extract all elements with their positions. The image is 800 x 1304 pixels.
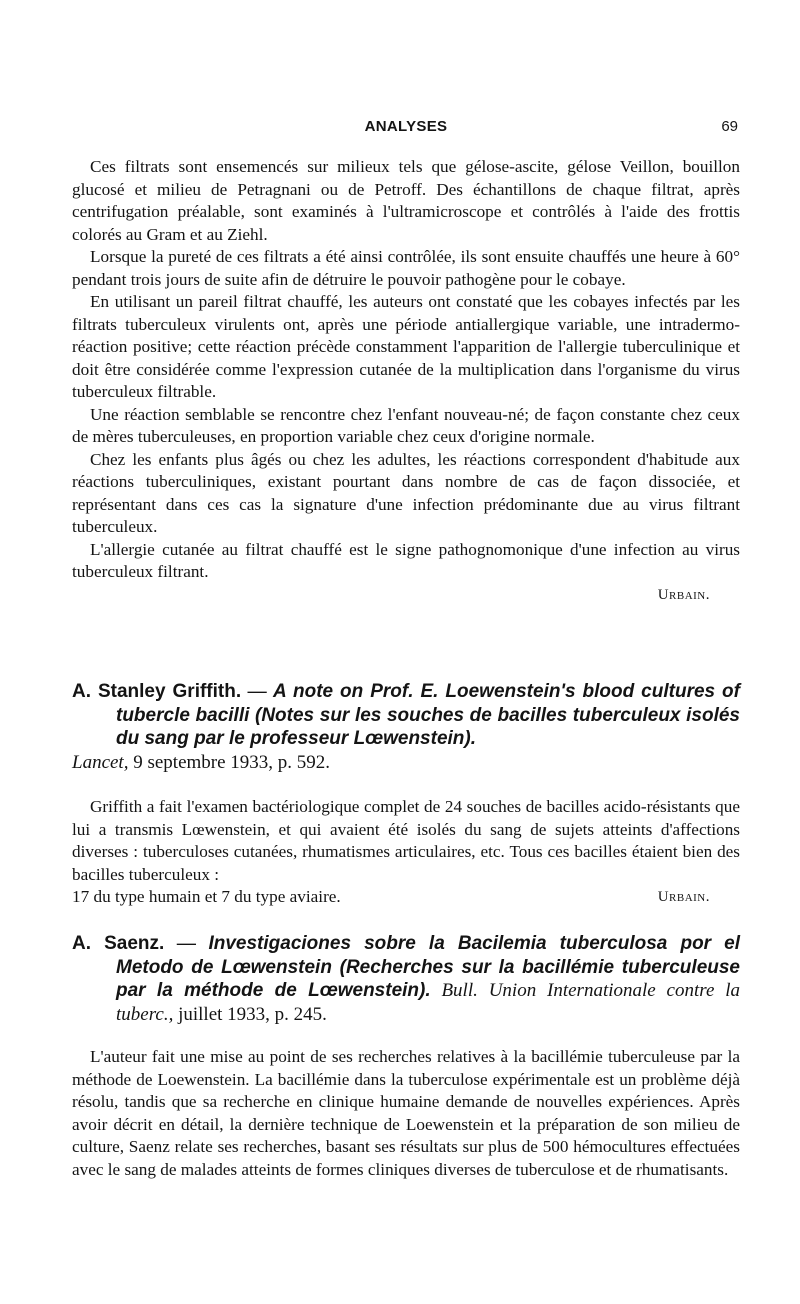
entry-journal: Bull. Union Internationale contre la tuberc.,: [116, 980, 740, 1025]
entry-journal: Lancet,: [72, 751, 129, 773]
paragraph: Chez les enfants plus âgés ou chez les adultes, les réactions correspondent d'habitude aux réactions tuberculiniques, existant pourtant dans nombre de cas de façon dissociée, et représentant dans ces cas la signature d'une infection prédominante due au virus filtrant tuberculeux.: [72, 449, 740, 536]
entry-author: A. Saenz.: [72, 933, 165, 954]
entry-body-last-line: 17 du type humain et 7 du type aviaire.: [72, 887, 341, 906]
signature-line: [72, 886, 740, 909]
entry-title: Investigaciones sobre la Bacilemia tuberculosa por el Metodo de Lœwenstein (Recherches sur la bacillémie tuberculeuse par la méthode de Lœwenstein).: [116, 933, 741, 1001]
signature: Urbain.: [657, 889, 710, 905]
entry-heading: [72, 680, 740, 774]
paragraph: Lorsque la pureté de ces filtrats a été ainsi contrôlée, ils sont ensuite chauffés une heure à 60° pendant trois jours de suite afin de détruire le pouvoir pathogène pour le cobaye.: [72, 247, 740, 289]
entry-title: A note on Prof. E. Loewenstein's blood cultures of tubercle bacilli (Notes sur les souches de bacilles tuberculeux isolés du sang par le professeur Lœwenstein).: [116, 681, 740, 749]
entry-author: A. Stanley Griffith.: [72, 681, 242, 702]
entry-body: L'auteur fait une mise au point de ses recherches relatives à la bacillémie tuberculeuse par la méthode de Loewenstein. La bacillémie dans la tuberculose expérimentale est un problème déjà résolu, tandis que sa recherche en clinique humaine demande de nouvelles expériences. Après avoir décrit en détail, la dernière technique de Loewenstein et la préparation de son milieu de culture, Saenz relate ses recherches, basant ses résultats sur plus de 500 hémocultures effectuées avec le sang de malades atteints de formes cliniques diverses de tuberculose et de rhumatisants.: [72, 1047, 740, 1179]
paragraph: Une réaction semblable se rencontre chez l'enfant nouveau-né; de façon constante chez ceux de mères tuberculeuses, en proportion variable chez ceux d'origine normale.: [72, 404, 740, 446]
entry-details: juillet 1933, p. 245.: [178, 1003, 327, 1025]
dash: —: [176, 933, 196, 954]
entry-details: 9 septembre 1933, p. 592.: [133, 751, 331, 773]
entry-heading: [72, 932, 740, 1026]
entry-reference: [72, 751, 740, 775]
paragraph: Ces filtrats sont ensemencés sur milieux tels que gélose-ascite, gélose Veillon, bouillon glucosé et milieu de Petragnani ou de Petroff. Des échantillons de chaque filtrat, après centrifugation préalable, sont examinés à l'ultramicroscope et contrôlés à l'aide des frottis colorés au Gram et au Ziehl.: [72, 157, 740, 244]
entry-body: Griffith a fait l'examen bactériologique complet de 24 souches de bacilles acido-résistants que lui a transmis Lœwenstein, et qui avaient été isolés du sang de sujets atteints d'affections diverses : tuberculoses cutanées, rhumatismes articulaires, etc. Tous ces bacilles étaient bien des bacilles tuberculeux :: [72, 797, 740, 884]
page-number: 69: [721, 118, 738, 135]
running-title: ANALYSES: [364, 118, 448, 135]
entry-saenz: [72, 932, 740, 1181]
signature: Urbain.: [657, 586, 710, 603]
paragraph: L'allergie cutanée au filtrat chauffé est le signe pathognomonique d'une infection au virus tuberculeux filtrant.: [72, 539, 740, 581]
signature-line: [72, 584, 740, 607]
dash: —: [247, 681, 267, 702]
paragraph: En utilisant un pareil filtrat chauffé, les auteurs ont constaté que les cobayes infectés par les filtrats tuberculeux virulents ont, après une période antiallergique variable, une intradermo-réaction positive; cette réaction précède constamment l'apparition de l'allergie tuberculinique et doit être considérée comme l'expression cutanée de la multiplication dans l'organisme du virus tuberculeux filtrable.: [72, 292, 740, 401]
entry-griffith: [72, 680, 740, 909]
page-header: [72, 112, 740, 140]
continued-analysis: [72, 156, 740, 606]
